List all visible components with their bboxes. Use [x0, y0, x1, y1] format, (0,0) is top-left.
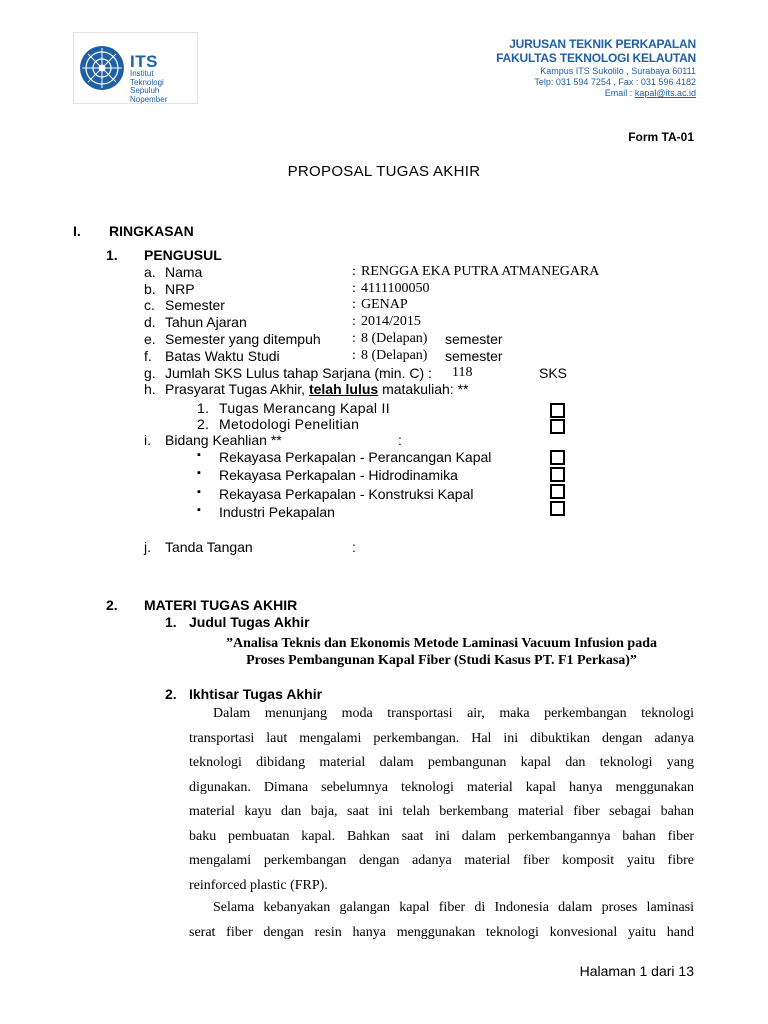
section-2-number: 2. — [106, 597, 118, 613]
field-value-semester: GENAP — [361, 297, 408, 312]
field-label-tanda-tangan: Tanda Tangan — [165, 539, 253, 555]
expertise-bullet-4: ▪ — [197, 504, 201, 516]
expertise-bullet-3: ▪ — [197, 486, 201, 498]
field-letter-a: a. — [144, 264, 156, 280]
expertise-checkbox-2[interactable] — [550, 467, 565, 482]
field-colon-semester-ditempuh: : — [352, 331, 356, 346]
field-colon-semester: : — [352, 297, 356, 312]
field-letter-e: e. — [144, 331, 156, 347]
prereq-number-2: 2. — [197, 416, 210, 432]
field-letter-j: j. — [144, 539, 151, 555]
expertise-checkbox-4[interactable] — [550, 501, 565, 516]
logo-brand: ITS — [130, 52, 158, 71]
field-letter-g: g. — [144, 365, 156, 381]
logo-line-2: Teknologi — [130, 77, 164, 87]
page-number: Halaman 1 dari 13 — [579, 963, 694, 979]
expertise-label-3: Rekayasa Perkapalan - Konstruksi Kapal — [219, 486, 474, 502]
email-link[interactable]: kapal@its.ac.id — [634, 88, 696, 98]
field-value-sks: 118 — [452, 365, 473, 380]
phone-line: Telp: 031 594 7254 , Fax : 031 596 4182 — [534, 77, 696, 87]
ikhtisar-paragraph-1 — [189, 702, 694, 898]
form-code: Form TA-01 — [628, 130, 694, 144]
expertise-checkbox-3[interactable] — [550, 484, 565, 499]
field-letter-h: h. — [144, 381, 156, 397]
field-value-batas-waktu: 8 (Delapan) — [361, 348, 428, 363]
expertise-label-1: Rekayasa Perkapalan - Perancangan Kapal — [219, 449, 492, 465]
field-value-tahun-ajaran: 2014/2015 — [361, 314, 421, 329]
field-colon-bidang-keahlian: : — [398, 432, 402, 448]
field-value-nrp: 4111100050 — [361, 281, 430, 296]
field-label-sks: Jumlah SKS Lulus tahap Sarjana (min. C) : — [165, 365, 432, 381]
email-line — [605, 88, 696, 98]
field-unit-sks: SKS — [539, 365, 568, 381]
paragraph-1-line-7: mengalami perkembangan dengan adanya material fiber komposit yaitu fibre — [189, 853, 694, 868]
subsection-1-number: 1. — [106, 247, 118, 263]
field-letter-c: c. — [144, 297, 155, 313]
field-colon-tahun-ajaran: : — [352, 314, 356, 329]
field-letter-d: d. — [144, 314, 156, 330]
prereq-label-2: Metodologi Penelitian — [219, 416, 360, 432]
expertise-bullet-2: ▪ — [197, 467, 201, 479]
prasyarat-text-after: matakuliah: ** — [382, 381, 469, 397]
field-label-batas-waktu: Batas Waktu Studi — [165, 348, 280, 364]
paragraph-2-line-1: Selama kebanyakan galangan kapal fiber di Indonesia dalam proses laminasi — [213, 900, 694, 915]
field-letter-b: b. — [144, 281, 156, 297]
field-colon-tanda-tangan: : — [352, 539, 356, 555]
paragraph-1-line-6: baku pembuatan kapal. Bahkan saat ini dalam perkembangannya bahan fiber — [189, 828, 694, 844]
section-1-title: RINGKASAN — [109, 223, 194, 239]
subsection-1-title: PENGUSUL — [144, 247, 222, 263]
department-name: JURUSAN TEKNIK PERKAPALAN — [509, 37, 696, 51]
field-value-semester-ditempuh: 8 (Delapan) — [361, 331, 428, 346]
prereq-checkbox-1[interactable] — [550, 403, 565, 418]
field-colon-batas-waktu: : — [352, 348, 356, 363]
field-suffix-semester-ditempuh: semester — [445, 331, 503, 347]
section-2-title: MATERI TUGAS AKHIR — [144, 597, 298, 613]
logo-line-3: Sepuluh Nopember — [130, 86, 168, 104]
prereq-number-1: 1. — [197, 400, 210, 416]
paragraph-1-line-4: digunakan. Dimana sebelumnya teknologi material kapal hanya menggunakan — [189, 779, 694, 795]
prasyarat-text-before: Prasyarat Tugas Akhir, — [165, 381, 306, 397]
field-label-semester-ditempuh: Semester yang ditempuh — [165, 331, 321, 347]
logo-line-1: Institut — [130, 69, 154, 78]
ikhtisar-paragraph-2 — [189, 896, 694, 945]
paragraph-1-line-8: reinforced plastic (FRP). — [189, 877, 328, 893]
thesis-title-line-1: ”Analisa Teknis dan Ekonomis Metode Laminasi Vacuum Infusion pada — [225, 636, 658, 651]
expertise-checkbox-1[interactable] — [550, 450, 565, 465]
field-colon-nrp: : — [352, 281, 356, 296]
field-letter-f: f. — [144, 348, 152, 364]
paragraph-1-line-3: teknologi dibidang material dalam pembangunan kapal dan teknologi yang — [189, 755, 694, 770]
expertise-bullet-1: ▪ — [197, 449, 201, 461]
prereq-label-1: Tugas Merancang Kapal II — [219, 400, 390, 416]
paragraph-2-line-2: serat fiber dengan resin hanya menggunakan teknologi konvesional yaitu hand — [189, 924, 694, 940]
prasyarat-text-underlined: telah lulus — [308, 381, 379, 397]
its-logo — [73, 32, 198, 104]
judul-number: 1. — [165, 614, 177, 630]
email-label: Email : — [604, 88, 633, 98]
field-suffix-batas-waktu: semester — [445, 348, 503, 364]
document-title: PROPOSAL TUGAS AKHIR — [287, 163, 481, 180]
judul-heading: Judul Tugas Akhir — [189, 614, 310, 630]
logo-text — [130, 53, 197, 104]
paragraph-1-line-5: material kayu dan baja, saat ini telah berkembang material fiber sebagai bahan — [189, 804, 694, 819]
field-label-semester: Semester — [165, 297, 225, 313]
field-label-nrp: NRP — [165, 281, 195, 297]
ikhtisar-number: 2. — [165, 686, 177, 702]
its-emblem-icon — [77, 37, 127, 99]
field-label-bidang-keahlian: Bidang Keahlian ** — [165, 432, 282, 448]
section-1-number: I. — [73, 223, 81, 239]
prereq-checkbox-2[interactable] — [550, 419, 565, 434]
address-line: Kampus ITS Sukolilo , Surabaya 60111 — [540, 66, 696, 76]
ikhtisar-heading: Ikhtisar Tugas Akhir — [189, 686, 323, 702]
field-label-prasyarat — [165, 381, 468, 397]
field-value-nama: RENGGA EKA PUTRA ATMANEGARA — [361, 264, 600, 279]
expertise-label-4: Industri Pekapalan — [219, 504, 335, 520]
field-letter-i: i. — [144, 432, 151, 448]
paragraph-1-line-2: transportasi laut mengalami perkembangan. Hal ini dibuktikan dengan adanya — [189, 730, 694, 746]
field-label-nama: Nama — [165, 264, 203, 280]
field-colon-nama: : — [352, 264, 356, 279]
paragraph-1-line-1: Dalam menunjang moda transportasi air, maka perkembangan teknologi — [213, 706, 694, 721]
expertise-label-2: Rekayasa Perkapalan - Hidrodinamika — [219, 467, 458, 483]
faculty-name: FAKULTAS TEKNOLOGI KELAUTAN — [496, 51, 696, 65]
field-label-tahun-ajaran: Tahun Ajaran — [165, 314, 247, 330]
thesis-title-line-2: Proses Pembangunan Kapal Fiber (Studi Kasus PT. F1 Perkasa)” — [246, 653, 637, 668]
